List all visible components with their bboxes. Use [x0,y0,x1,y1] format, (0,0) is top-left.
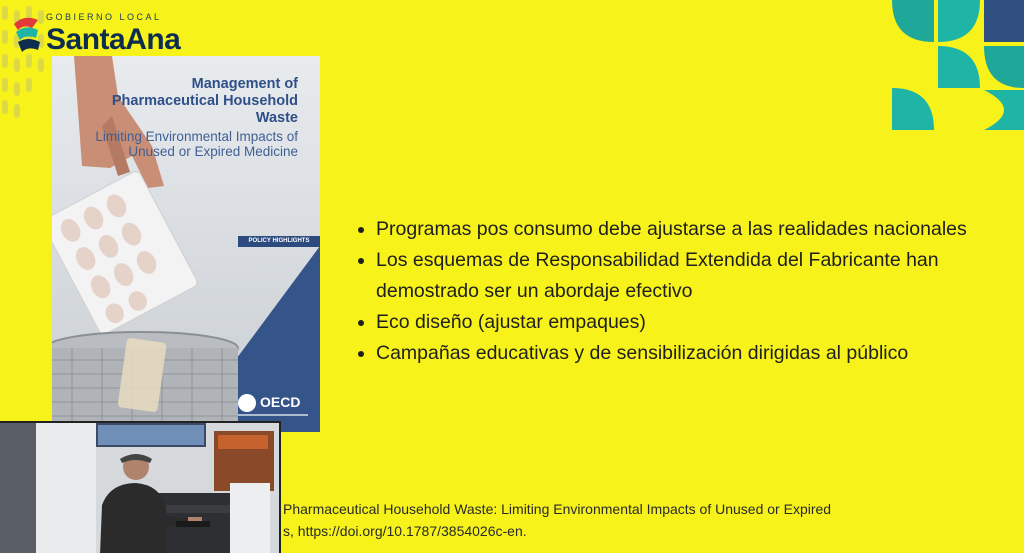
bullet-item [356,338,996,369]
oecd-icon [238,394,256,412]
speaker-video-frame [0,423,281,553]
bullet-item [356,214,996,245]
bullet-dot [358,320,364,326]
bullet-item [356,245,996,307]
bullet-text: Programas pos consumo debe ajustarse a las realidades nacionales [376,218,967,240]
cover-publisher-underline [238,414,308,416]
bullet-list [356,214,996,369]
logo-top-text: GOBIERNO LOCAL [46,12,162,22]
geometric-corner-decoration [888,0,1024,132]
cover-band-label: POLICY HIGHLIGHTS [238,236,320,247]
bullet-text: Campañas educativas y de sensibilización dirigidas al público [376,342,909,364]
cover-publisher: OECD [260,394,301,410]
bullet-text: Los esquemas de Responsabilidad Extendida del Fabricante han demostrado ser un abordaje efectivo [376,249,939,302]
webcam-video-overlay [0,421,281,553]
bullet-dot [358,351,364,357]
bullet-text: Eco diseño (ajustar empaques) [376,311,646,333]
cover-subtitle: Limiting Environmental Impacts of Unused or Expired Medicine [95,129,298,159]
cover-title-block [88,76,298,159]
cover-title: Management of Pharmaceutical Household Waste [111,76,298,126]
logo-mark-icon [12,14,44,54]
bullet-dot [358,227,364,233]
logo-name: SantaAna [46,23,181,56]
reference-line-1: Pharmaceutical Household Waste: Limiting Environmental Impacts of Unused or Expired [283,501,832,517]
santa-ana-logo [12,8,202,58]
reference-citation [283,498,983,542]
bullet-dot [358,258,364,264]
reference-line-2: s, https://doi.org/10.1787/3854026c-en. [283,523,527,539]
report-cover-image [52,56,320,432]
bullet-item [356,307,996,338]
